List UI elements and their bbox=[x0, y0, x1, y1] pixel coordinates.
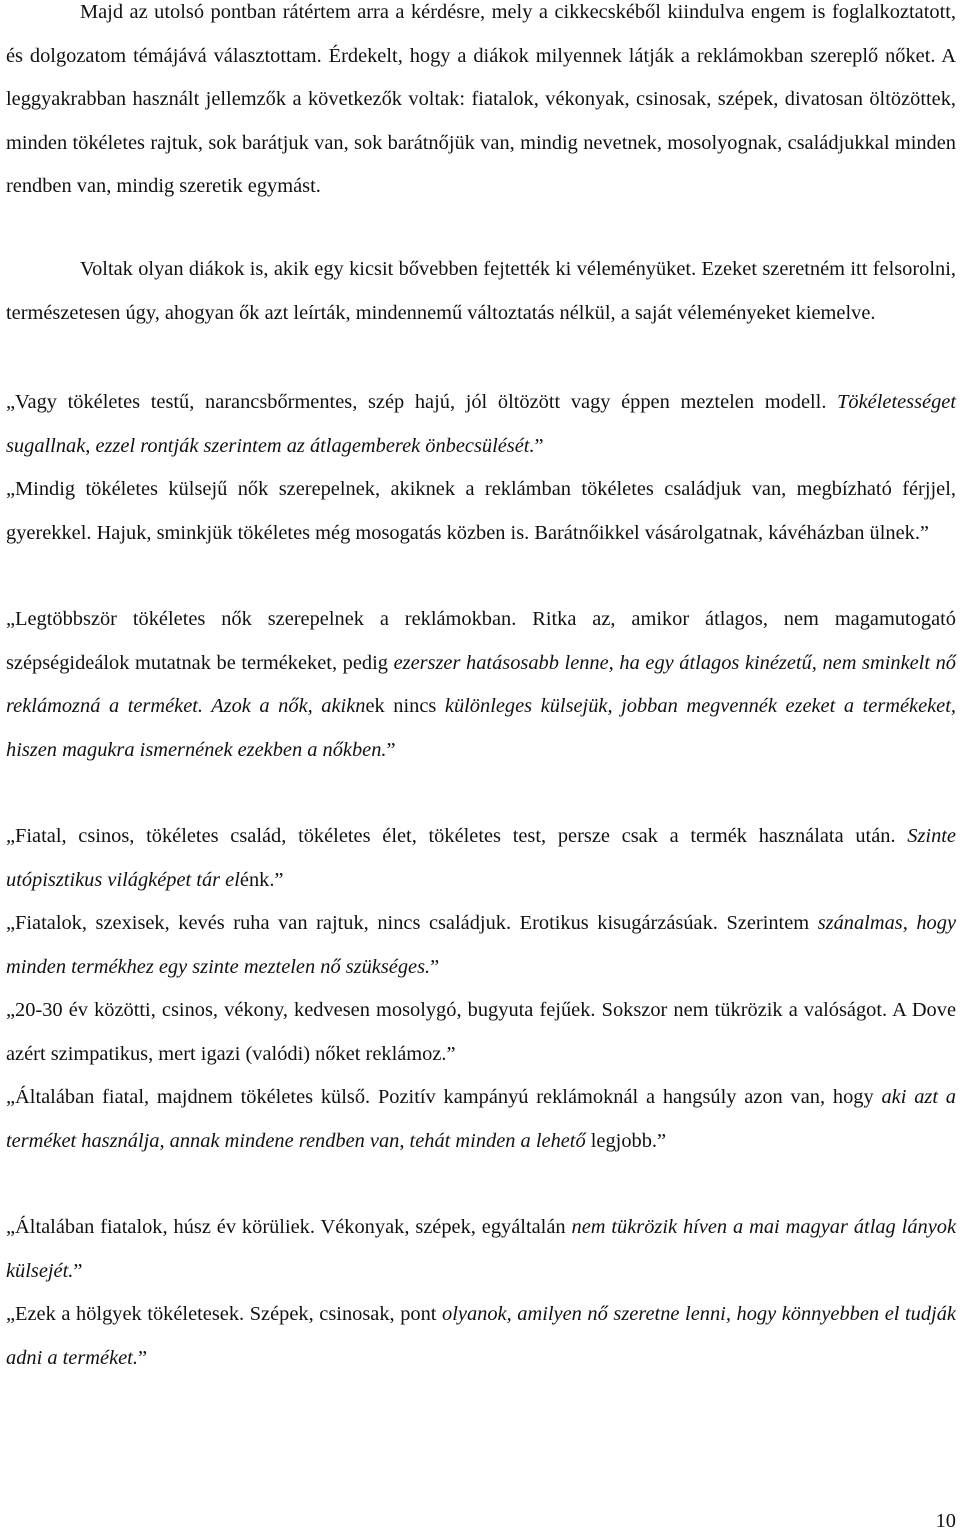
quote-9 bbox=[6, 1293, 956, 1380]
text-segment: énk.” bbox=[239, 868, 284, 891]
italic-text-segment: különleges külsejük, jobban megvennék ezeket a termékeket, hiszen magukra ismernének ezekben a nőkben. bbox=[6, 695, 956, 761]
text-segment: „Általában fiatal, majdnem tökéletes külső. Pozitív kampányú reklámoknál a hangsúly azon van, hogy bbox=[6, 1086, 882, 1108]
text-segment: „Vagy tökéletes testű, narancsbőrmentes, szép hajú, jól öltözött vagy éppen meztelen modell. bbox=[6, 391, 838, 413]
paragraph-intro bbox=[6, 0, 956, 209]
text-segment: „Általában fiatalok, húsz év körüliek. Vékonyak, szépek, egyáltalán bbox=[6, 1216, 572, 1238]
quote-1 bbox=[6, 381, 956, 468]
italic-text-segment: Szinte utópisztikus világképet tár el bbox=[6, 825, 956, 891]
paragraph-opinions-intro bbox=[6, 248, 956, 335]
text-segment: „Mindig tökéletes külsejű nők szerepelnek, akiknek a reklámban tökéletes családjuk van, megbízható férjjel, gyerekkel. Hajuk, sminkjük tökéletes még mosogatás közben is. Barátnőikkel vásárolgatnak, kávéházban ülnek.” bbox=[6, 478, 956, 544]
page-number: 10 bbox=[935, 1510, 956, 1532]
text-segment: „Fiatalok, szexisek, kevés ruha van rajtuk, nincs családjuk. Erotikus kisugárzásúak. Szerintem bbox=[6, 912, 818, 934]
quote-8 bbox=[6, 1206, 956, 1293]
quote-3 bbox=[6, 598, 956, 772]
italic-text-segment: szánalmas, hogy minden termékhez egy szinte meztelen nő szükséges. bbox=[6, 912, 957, 978]
text-segment: ” bbox=[386, 738, 396, 761]
text-segment: „Ezek a hölgyek tökéletesek. Szépek, csinosak, pont bbox=[6, 1303, 443, 1325]
quote-5 bbox=[6, 902, 956, 989]
text-segment: ” bbox=[137, 1346, 147, 1369]
text-segment: Majd az utolsó pontban rátértem arra a kérdésre, mely a cikkecskéből kiindulva engem is foglalkoztatott, és dolgozatom témájává választottam. Érdekelt, hogy a diákok milyennek látják a reklámokban szereplő nőket. A leggyakrabban használt jellemzők a következők voltak: fiatalok, vékonyak, csinosak, szépek, divatosan öltözöttek, minden tökéletes rajtuk, sok barátjuk van, sok barátnőjük van, mindig nevetnek, mosolyognak, családjukkal minden rendben van, mindig szeretik egymást. bbox=[6, 1, 956, 197]
quote-2 bbox=[6, 468, 956, 555]
italic-text-segment: nem tükrözik híven a mai magyar átlag lányok külsejét. bbox=[6, 1216, 957, 1282]
italic-text-segment: ezerszer hatásosabb lenne, ha egy átlagos kinézetű, nem sminkelt nő reklámozná a terméket. Azok a nők, akikn bbox=[6, 651, 956, 717]
italic-text-segment: aki azt a terméket használja, annak mindene rendben van, tehát minden a lehető bbox=[6, 1086, 956, 1152]
text-segment: „Legtöbbször tökéletes nők szerepelnek a reklámokban. Ritka az, amikor átlagos, nem magamutogató szépségideálok mutatnak be termékeket, pedig bbox=[6, 608, 956, 674]
quote-4 bbox=[6, 815, 956, 902]
italic-text-segment: olyanok, amilyen nő szeretne lenni, hogy könnyebben el tudják adni a terméket. bbox=[6, 1303, 956, 1369]
text-segment: ” bbox=[73, 1259, 83, 1282]
text-segment: ek nincs bbox=[365, 695, 445, 717]
italic-text-segment: Tökéletességet sugallnak, ezzel rontják szerintem az átlagemberek önbecsülését. bbox=[6, 391, 956, 457]
quote-6 bbox=[6, 989, 956, 1076]
text-segment: legjobb.” bbox=[585, 1129, 667, 1152]
text-segment: „Fiatal, csinos, tökéletes család, tökéletes élet, tökéletes test, persze csak a termék használata után. bbox=[6, 825, 908, 847]
text-segment: Voltak olyan diákok is, akik egy kicsit bővebben fejtették ki véleményüket. Ezeket szeretném itt felsorolni, természetesen úgy, ahogyan ők azt leírták, mindennemű változtatás nélkül, a saját véleményeket kiemelve. bbox=[6, 258, 956, 324]
text-segment: ” bbox=[430, 955, 440, 978]
quote-7 bbox=[6, 1076, 956, 1163]
text-segment: „20-30 év közötti, csinos, vékony, kedvesen mosolygó, bugyuta fejűek. Sokszor nem tükrözik a valóságot. A Dove azért szimpatikus, mert igazi (valódi) nőket reklámoz.” bbox=[6, 999, 956, 1065]
text-segment: ” bbox=[534, 434, 544, 457]
